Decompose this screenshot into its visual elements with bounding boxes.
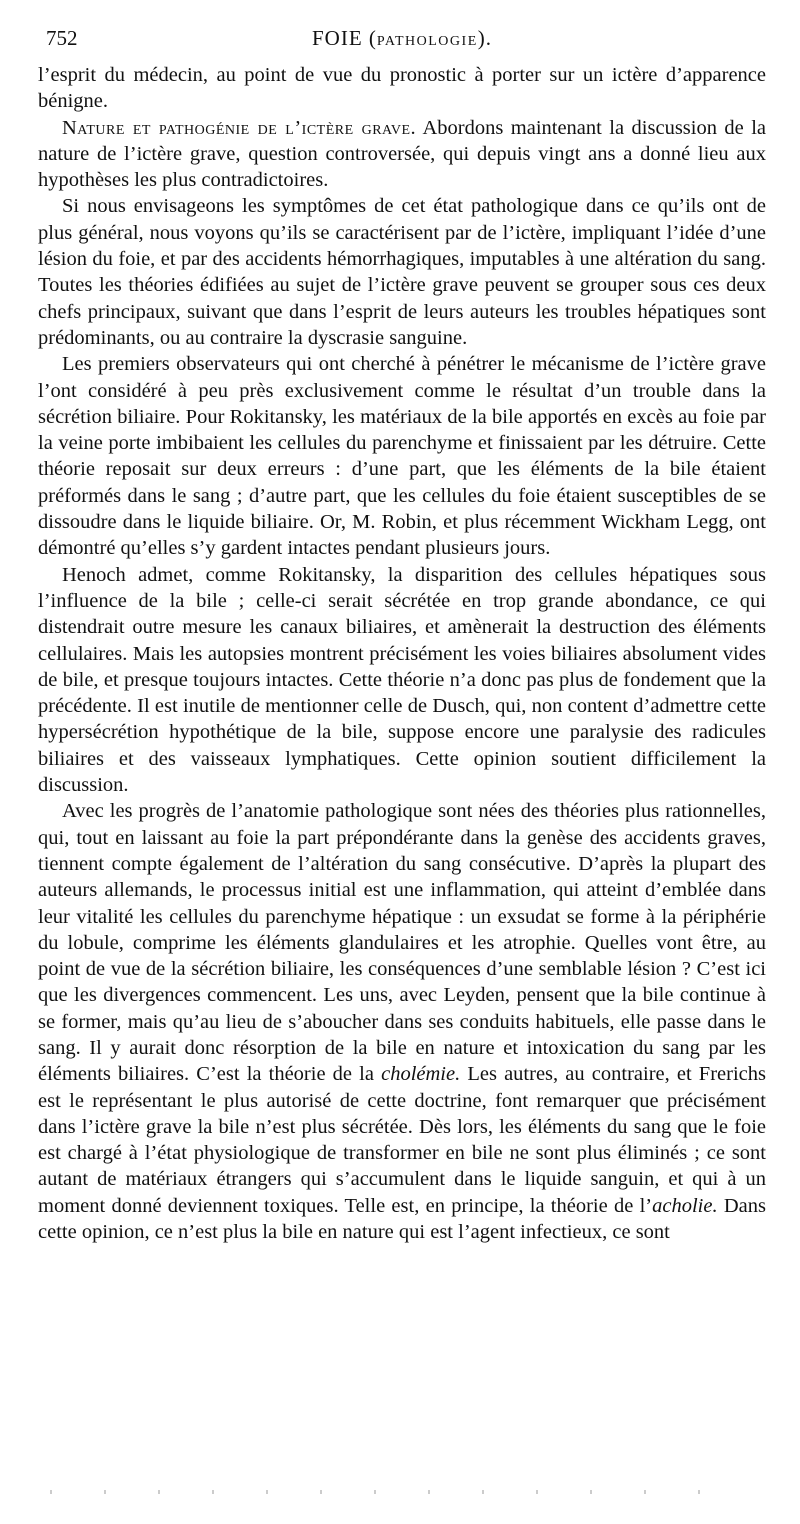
- page-header: [38, 26, 766, 62]
- running-title-end: ).: [477, 26, 492, 50]
- scan-specks: [50, 1490, 730, 1494]
- running-title: [38, 26, 766, 51]
- paragraph: [38, 562, 766, 799]
- paragraph-text: Dans cette opinion, ce n’est plus la bile en nature qui est l’agent infectieux, ce sont: [38, 1194, 766, 1244]
- paragraph-text: l’esprit du médecin, au point de vue du pronostic à porter sur un ictère d’apparence bénigne.: [38, 64, 766, 113]
- body-text: [38, 62, 766, 1245]
- paragraph-text: Les premiers observateurs qui ont cherché à pénétrer le mécanisme de l’ictère grave l’ont considéré à peu près exclusivement comme le résultat d’un trouble dans la sécrétion biliaire. Pour Rokitansky, les matériaux de la bile apportés en excès au foie par la veine porte imbibaient les cellules du parenchyme et finissaient par les détruire. Cette théorie reposait sur deux erreurs : d’une part, que les éléments de la bile étaient préformés dans le sang ; d’autre part, que les cellules du foie étaient susceptibles de se dissoudre dans le liquide biliaire. Or, M. Robin, et plus récemment Wickham Legg, ont démontré qu’elles s’y gardent intactes pendant plusieurs jours.: [38, 353, 766, 560]
- paragraph-text: Si nous envisageons les symptômes de cet état pathologique dans ce qu’ils ont de plus général, nous voyons qu’ils se caractérisent par de l’ictère, impliquant l’idée d’une lésion du foie, et par des accidents hémorrhagiques, imputables à une altération du sang. Toutes les théories édifiées au sujet de l’ictère grave peuvent se grouper sous ces deux chefs principaux, suivant que dans l’esprit de leurs auteurs les troubles hépatiques sont prédominants, ou au contraire la dyscrasie sanguine.: [38, 195, 766, 349]
- section-heading: Nature et pathogénie de l’ictère grave.: [62, 116, 417, 139]
- paragraph-text: Les autres, au contraire, et Frerichs est le représentant le plus autorisé de cette doctrine, font remarquer que précisément dans l’ictère grave la bile n’est plus sécrétée. Dès lors, les éléments du sang que le foie est chargé à l’état physiologique de transformer en bile ne sont plus éliminés ; ce sont autant de matériaux étrangers qui s’accumulent dans le liquide sanguin, et qui à un moment donné deviennent toxiques. Telle est, en principe, la théorie de l’: [38, 1063, 766, 1217]
- paragraph: [38, 62, 766, 115]
- running-title-sub: PATHOLOGIE: [376, 34, 478, 49]
- paragraph: [38, 351, 766, 561]
- page-number: 752: [46, 26, 78, 50]
- paragraph: [38, 115, 766, 194]
- paragraph-text: Abordons maintenant la discussion de la nature de l’ictère grave, question controversée, qui depuis vingt ans a donné lieu aux hypothèses les plus contradictoires.: [38, 116, 767, 192]
- running-title-main: FOIE (: [312, 26, 377, 50]
- paragraph-text: Avec les progrès de l’anatomie pathologique sont nées des théories plus rationnelles, qui, tout en laissant au foie la part prépondérante dans la genèse des accidents graves, tiennent compte également de l’altération du sang consécutive. D’après la plupart des auteurs allemands, le processus initial est une inflammation, qui atteint d’emblée dans leur vitalité les cellules du parenchyme hépatique : un exsudat se forme à la périphérie du lobule, comprime les éléments glandulaires et les atrophie. Quelles vont être, au point de vue de la sécrétion biliaire, les conséquences d’une semblable lésion ? C’est ici que les divergences commencent. Les uns, avec Leyden, pensent que la bile continue à se former, mais qu’au lieu de s’aboucher dans ses conduits habituels, elle passe dans le sang. Il y aurait donc résorption de la bile en nature et intoxication du sang par les éléments biliaires. C’est la théorie de la: [38, 800, 766, 1086]
- emphasis-term: cholémie.: [381, 1063, 461, 1086]
- paragraph: [38, 798, 766, 1245]
- emphasis-term: acholie.: [652, 1194, 718, 1217]
- paragraph: [38, 193, 766, 351]
- paragraph-text: Henoch admet, comme Rokitansky, la disparition des cellules hépatiques sous l’influence de la bile ; celle-ci serait sécrétée en trop grande abondance, ce qui distendrait outre mesure les canaux biliaires, et amènerait la destruction des éléments cellulaires. Mais les autopsies montrent précisément les voies biliaires absolument vides de bile, et presque toujours intactes. Cette théorie n’a donc pas plus de fondement que la précédente. Il est inutile de mentionner celle de Dusch, qui, non content d’admettre cette hypersécrétion hypothétique de la bile, suppose encore une paralysie des radicules biliaires et des vaisseaux lymphatiques. Cette opinion soutient difficilement la discussion.: [38, 563, 766, 797]
- document-page: [38, 26, 766, 1245]
